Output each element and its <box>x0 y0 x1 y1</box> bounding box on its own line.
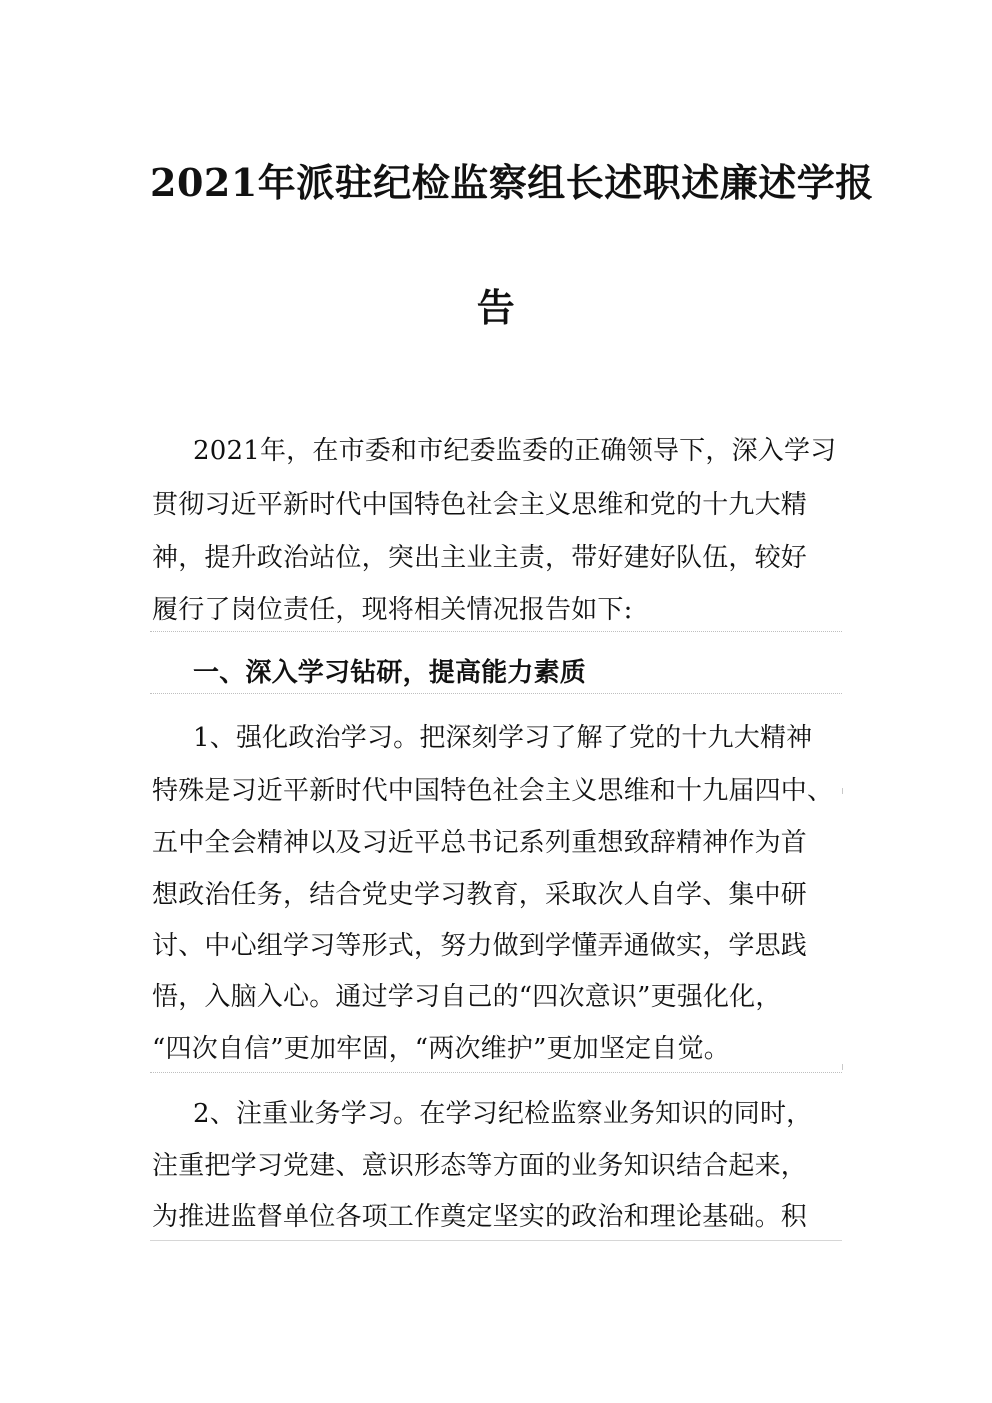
intro-line-3: 神，提升政治站位，突出主业主责，带好建好队伍，较好 <box>152 543 808 573</box>
margin-mark <box>836 788 843 794</box>
paragraph-divider <box>150 631 842 632</box>
page-bottom-rule <box>150 1240 842 1241</box>
para1-line-5: 讨、中心组学习等形式，努力做到学懂弄通做实，学思践 <box>152 931 808 961</box>
para1-line-6: 悟，入脑入心。通过学习自己的“四次意识”更强化化， <box>152 982 782 1012</box>
para1-line-4: 想政治任务，结合党史学习教育，采取次人自学、集中研 <box>152 880 808 910</box>
para2-line-2: 注重把学习党建、意识形态等方面的业务知识结合起来， <box>152 1151 808 1181</box>
para2-line-3: 为推进监督单位各项工作奠定坚实的政治和理论基础。积 <box>152 1202 808 1232</box>
intro-line-2: 贯彻习近平新时代中国特色社会主义思维和党的十九大精 <box>152 490 808 520</box>
section-heading-1: 一、深入学习钻研，提高能力素质 <box>193 658 587 688</box>
paragraph-divider <box>150 693 842 694</box>
document-title-line-2: 告 <box>476 285 516 330</box>
para1-line-7: “四次自信”更加牢固，“两次维护”更加坚定自觉。 <box>152 1034 730 1064</box>
para1-line-2: 特殊是习近平新时代中国特色社会主义思维和十九届四中、 <box>152 776 834 806</box>
para2-line-1: 2、注重业务学习。在学习纪检监察业务知识的同时， <box>193 1099 813 1129</box>
para1-line-3: 五中全会精神以及习近平总书记系列重想致辞精神作为首 <box>152 828 808 858</box>
document-title-line-1: 2021年派驻纪检监察组长述职述廉述学报 <box>150 160 874 205</box>
paragraph-divider <box>150 1072 842 1073</box>
para1-line-1: 1、强化政治学习。把深刻学习了解了党的十九大精神 <box>193 723 813 753</box>
intro-line-4: 履行了岗位责任，现将相关情况报告如下: <box>152 595 633 625</box>
intro-line-1: 2021年，在市委和市纪委监委的正确领导下，深入学习 <box>193 436 837 466</box>
margin-mark <box>836 1064 843 1070</box>
